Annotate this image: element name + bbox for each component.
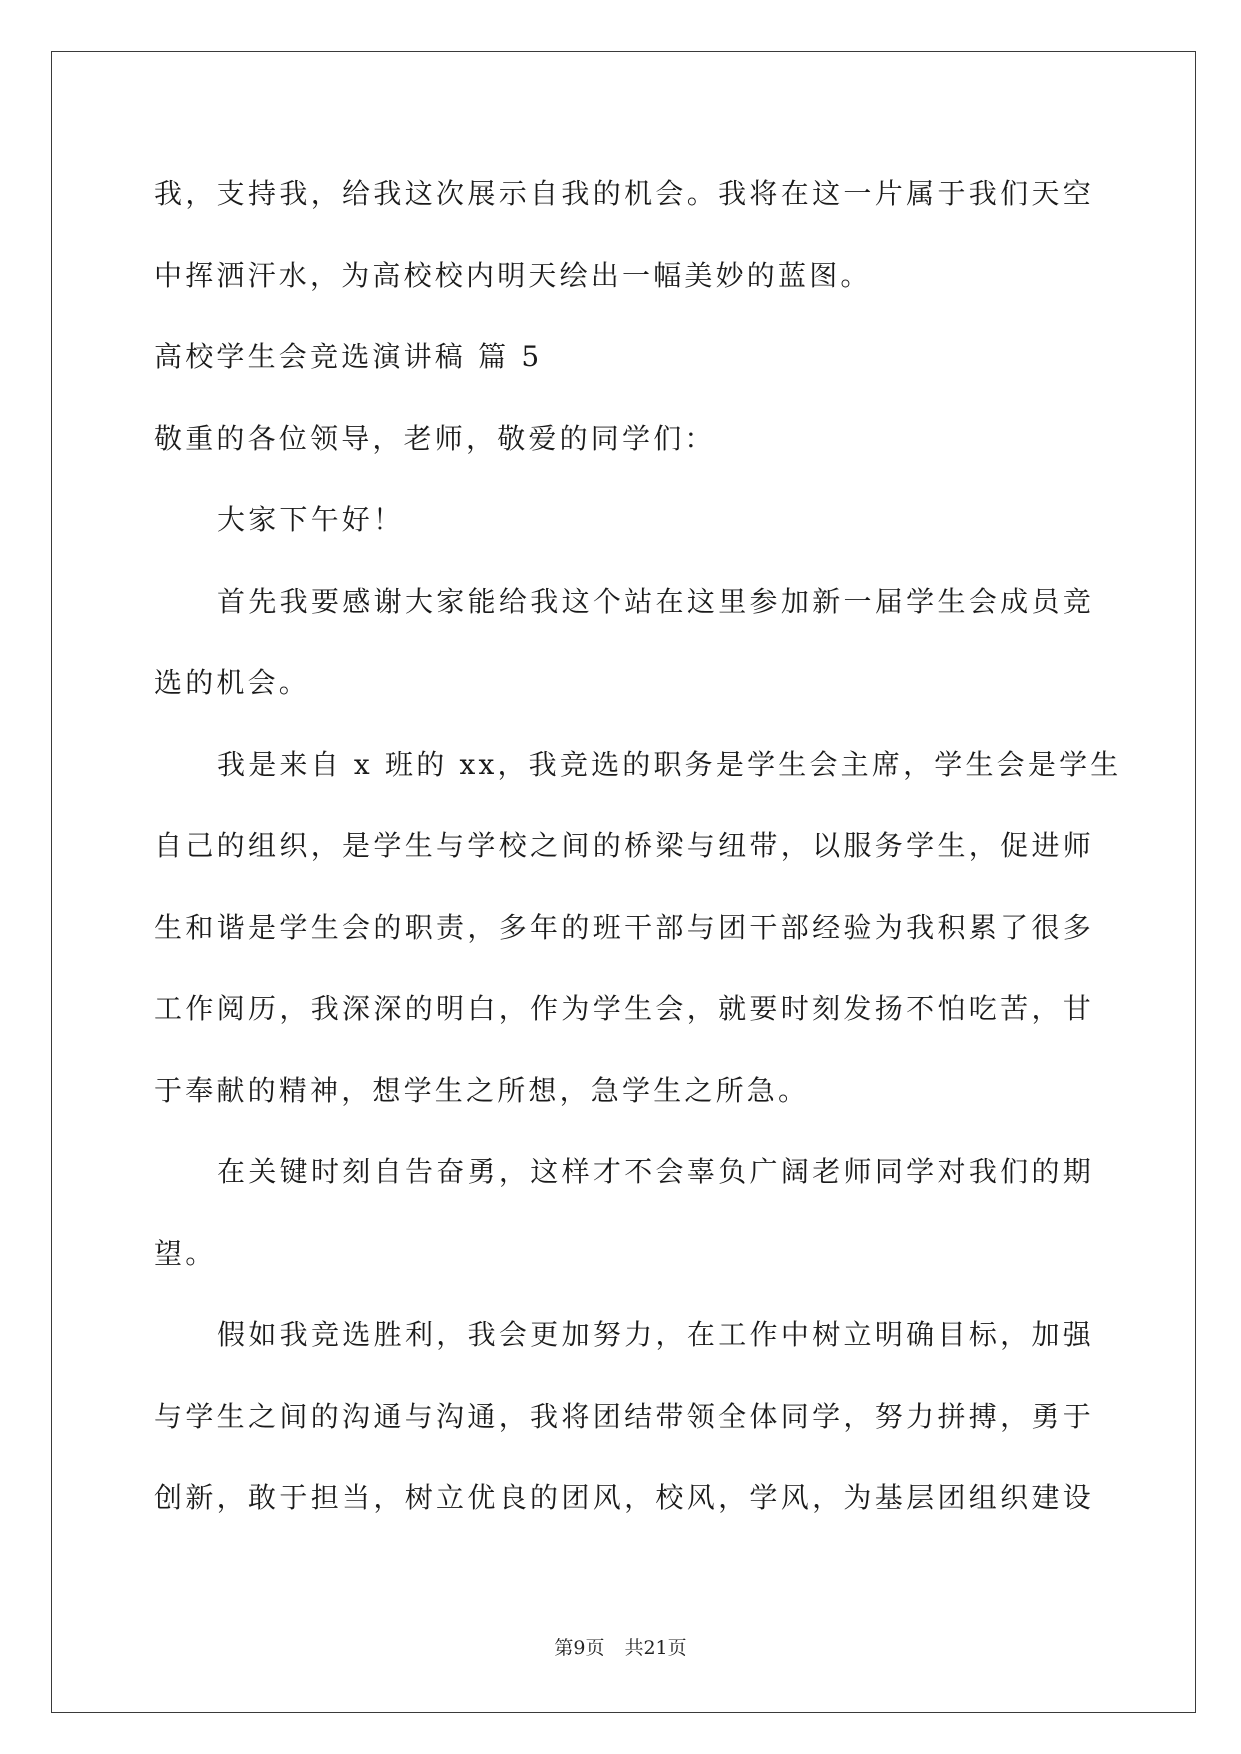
greeting: 大家下午好！ — [217, 503, 405, 536]
page-number: 第9页 — [554, 1637, 605, 1659]
body-line: 中挥洒汗水，为高校校内明天绘出一幅美妙的蓝图。 — [154, 258, 872, 292]
body-line: 与学生之间的沟通与沟通，我将团结带领全体同学，努力拼搏，勇于 — [154, 1399, 1094, 1433]
section-heading: 高校学生会竞选演讲稿 篇 5 — [154, 340, 543, 373]
body-line: 创新，敢于担当，树立优良的团风，校风，学风，为基层团组织建设 — [154, 1481, 1094, 1514]
body-line: 工作阅历，我深深的明白，作为学生会，就要时刻发扬不怕吃苦，甘 — [154, 992, 1094, 1025]
body-line: 在关键时刻自告奋勇，这样才不会辜负广阔老师同学对我们的期 — [217, 1155, 1094, 1188]
body-line: 我是来自 x 班的 xx，我竞选的职务是学生会主席，学生会是学生 — [217, 747, 1122, 781]
body-line: 于奉献的精神，想学生之所想，急学生之所急。 — [154, 1073, 810, 1107]
salutation: 敬重的各位领导，老师，敬爱的同学们： — [154, 421, 716, 455]
document-body — [154, 153, 1122, 1539]
body-line: 首先我要感谢大家能给我这个站在这里参加新一届学生会成员竞 — [217, 584, 1094, 618]
body-line: 自己的组织，是学生与学校之间的桥梁与纽带，以服务学生，促进师 — [154, 829, 1094, 862]
page-footer — [0, 1636, 1241, 1660]
body-line: 生和谐是学生会的职责，多年的班干部与团干部经验为我积累了很多 — [154, 910, 1094, 944]
body-line: 假如我竞选胜利，我会更加努力，在工作中树立明确目标，加强 — [217, 1318, 1094, 1351]
body-line: 我，支持我，给我这次展示自我的机会。我将在这一片属于我们天空 — [154, 177, 1094, 210]
body-line: 选的机会。 — [154, 666, 311, 699]
page-total: 共21页 — [624, 1637, 687, 1659]
body-line: 望。 — [154, 1236, 217, 1270]
